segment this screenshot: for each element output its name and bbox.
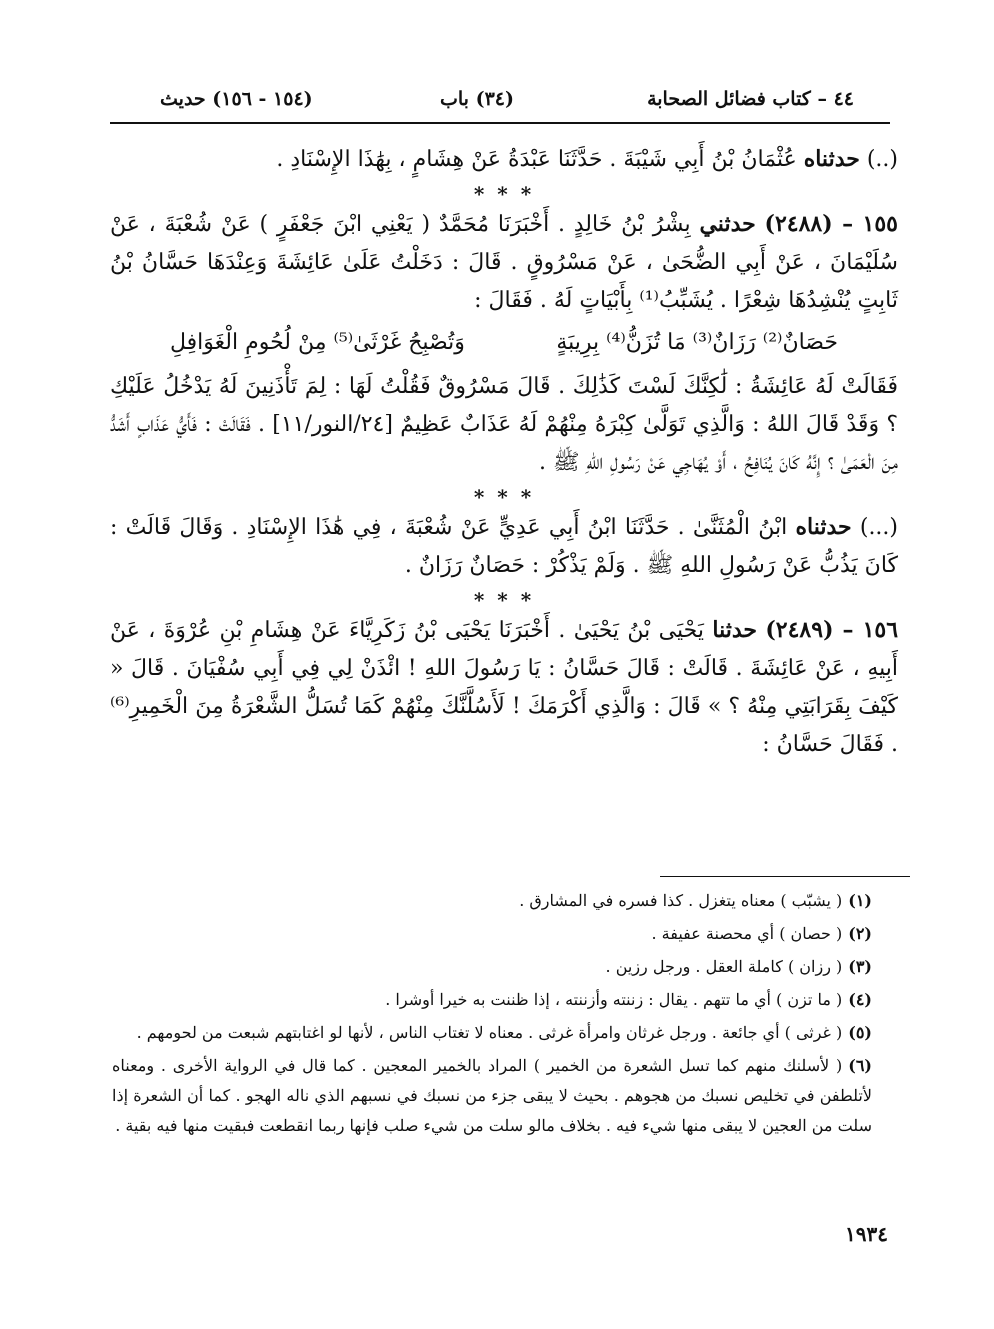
header-chapter: ٤٤ – كتاب فضائل الصحابة <box>647 88 854 110</box>
main-text <box>110 140 898 768</box>
hadith-text: عُثْمَانُ بْنُ أَبِي شَيْبَةَ . حَدَّثَنَا عَبْدَةُ عَنْ هِشَامٍ ، بِهَٰذَا الإِسْنَادِ . <box>276 147 797 172</box>
header-hadith-range: (١٥٤ - ١٥٦) حديث <box>160 88 313 110</box>
page-number: ١٩٣٤ <box>845 1222 888 1246</box>
footnotes <box>112 886 872 1144</box>
footnote-number: (٥) <box>848 1023 872 1042</box>
footnote-text: ( لأسلنك منهم كما تسل الشعرة من الخمير ) المراد بالخمير المعجين . كما قال في الرواية الأخرى . ومعناه لأتلطفن في تخليص نسبك من هجوهم . بحيث لا يبقى جزء من نسبك في نسبهم الذي ناله الهجو . كما أن الشعرة إذا سلت من العجين لا يبقى منها شيء فيه . بخلاف مالو سلت من شيء صلب فإنها ربما انقطعت فبقيت منها فيه بقية . <box>112 1056 872 1135</box>
footnote-text: ( رزان ) كاملة العقل . ورجل رزين . <box>605 957 843 976</box>
footnote-number: (١) <box>848 891 872 910</box>
footnote <box>112 886 872 916</box>
footnote-number: (٣) <box>848 957 872 976</box>
footnote <box>112 1051 872 1141</box>
footnote <box>112 919 872 949</box>
section-separator: * * * <box>473 485 535 509</box>
footnote-number: (٢) <box>848 924 872 943</box>
hadith-text: فَقَالَتْ لَهُ عَائِشَةُ : لَٰكِنَّكَ لَسْتَ كَذَٰلِكَ . قَالَ مَسْرُوقٌ فَقُلْتُ لَهَا : لِمَ تَأْذَنِينَ لَهُ يَدْخُلُ عَلَيْكِ ؟ وَقَدْ قَالَ اللهُ : وَالَّذِي تَوَلَّىٰ كِبْرَهُ مِنْهُمْ لَهُ عَذَابٌ عَظِيمٌ [٢٤/النور/١١] . فَقَالَتْ : فَأَيُّ عَذَابٍ أَشَدُّ مِنَ الْعَمَىٰ ؟ إِنَّهُ كَانَ يُنَافِحُ ، أَوْ يُهَاجِي عَنْ رَسُولِ اللهِ ﷺ . <box>110 374 898 475</box>
footnote <box>112 985 872 1015</box>
footnote <box>112 1018 872 1048</box>
running-header <box>160 82 854 116</box>
hadith-number: ١٥٦ – (٢٤٨٩) <box>765 617 899 643</box>
hadith-paragraph-155 <box>110 205 898 320</box>
section-separator: * * * <box>473 182 535 206</box>
footnote-text: ( حصان ) أي محصنة عفيفة . <box>651 924 843 943</box>
hadith-paragraph-155-continued <box>110 368 898 482</box>
footnote-text: ( يشبّب ) معناه يتغزل . كذا فسره في المشارق . <box>519 891 843 910</box>
hadith-paragraph-156 <box>110 611 898 764</box>
footnote-number: (٦) <box>848 1056 872 1075</box>
header-section: (٣٤) باب <box>440 88 514 110</box>
hadith-number: (...) <box>859 515 899 540</box>
hadith-text: يَحْيَى بْنُ يَحْيَىٰ . أَخْبَرَنَا يَحْيَى بْنُ زَكَرِيَّاءَ عَنْ هِشَامِ بْنِ عُرْوَةَ ، عَنْ أَبِيهِ ، عَنْ عَائِشَةَ . قَالَتْ : قَالَ حَسَّانُ : يَا رَسُولَ اللهِ ! ائْذَنْ لِي فِي أَبِي سُفْيَانَ . قَالَ « كَيْفَ بِقَرَابَتِي مِنْهُ ؟ » قَالَ : وَالَّذِي أَكْرَمَكَ ! لَأَسُلَّنَّكَ مِنْهُمْ كَمَا تُسَلُّ الشَّعْرَةُ مِنَ الْخَمِيرِ⁽⁶⁾ . فَقَالَ حَسَّانُ : <box>110 618 898 757</box>
verse-first-hemistich: حَصَانٌ⁽²⁾ رَزَانٌ⁽³⁾ مَا تُزَنُّ⁽⁴⁾ بِرِيبَةٍ <box>556 330 838 355</box>
footnote-text: ( ما تزن ) أي ما تتهم . يقال : زننته وأزننته ، إذا ظننت به خيرا أوشرا . <box>385 990 843 1009</box>
footnote-number: (٤) <box>848 990 872 1009</box>
hadith-number: ١٥٥ – (٢٤٨٨) <box>764 211 898 237</box>
footnote-text: ( غرثى ) أي جائعة . ورجل غرثان وامرأة غرثى . معناه لا تغتاب الناس ، لأنها لو اغتابتهم شبعت من لحومهم . <box>136 1023 843 1042</box>
narration-keyword: حدثناه <box>795 514 852 540</box>
poetry-verse <box>110 324 898 362</box>
hadith-text: بِشْرُ بْنُ خَالِدٍ . أَخْبَرَنَا مُحَمَّدٌ ( يَعْنِي ابْنَ جَعْفَرٍ ) عَنْ شُعْبَةَ ، عَنْ سُلَيْمَانَ ، عَنْ أَبِي الضُّحَىٰ ، عَنْ مَسْرُوقٍ . قَالَ : دَخَلْتُ عَلَىٰ عَائِشَةَ وَعِنْدَهَا حَسَّانُ بْنُ ثَابِتٍ يُنْشِدُهَا شِعْرًا . يُشَبِّبُ⁽¹⁾ بِأَبْيَاتٍ لَهُ . فَقَالَ : <box>110 212 898 313</box>
narration-keyword: حدثنا <box>712 617 757 643</box>
section-separator: * * * <box>473 588 535 612</box>
hadith-text: ابْنُ الْمُثَنَّىٰ . حَدَّثَنَا ابْنُ أَبِي عَدِيٍّ عَنْ شُعْبَةَ ، فِي هَٰذَا الإِسْنَادِ . وَقَالَ قَالَتْ : كَانَ يَذُبُّ عَنْ رَسُولِ اللهِ ﷺ . وَلَمْ يَذْكُرْ : حَصَانٌ رَزَانٌ . <box>110 515 898 578</box>
narration-keyword: حدثني <box>699 211 756 237</box>
narration-keyword: حدثناه <box>803 146 860 172</box>
footnote-divider <box>660 876 910 877</box>
hadith-number: (..) <box>866 147 898 172</box>
footnote <box>112 952 872 982</box>
hadith-chain-paragraph <box>110 140 898 179</box>
header-divider <box>110 122 890 124</box>
verse-second-hemistich: وَتُصْبِحُ غَرْثَىٰ⁽⁵⁾ مِنْ لُحُومِ الْغَوَافِلِ <box>170 330 465 355</box>
hadith-chain-paragraph <box>110 508 898 585</box>
